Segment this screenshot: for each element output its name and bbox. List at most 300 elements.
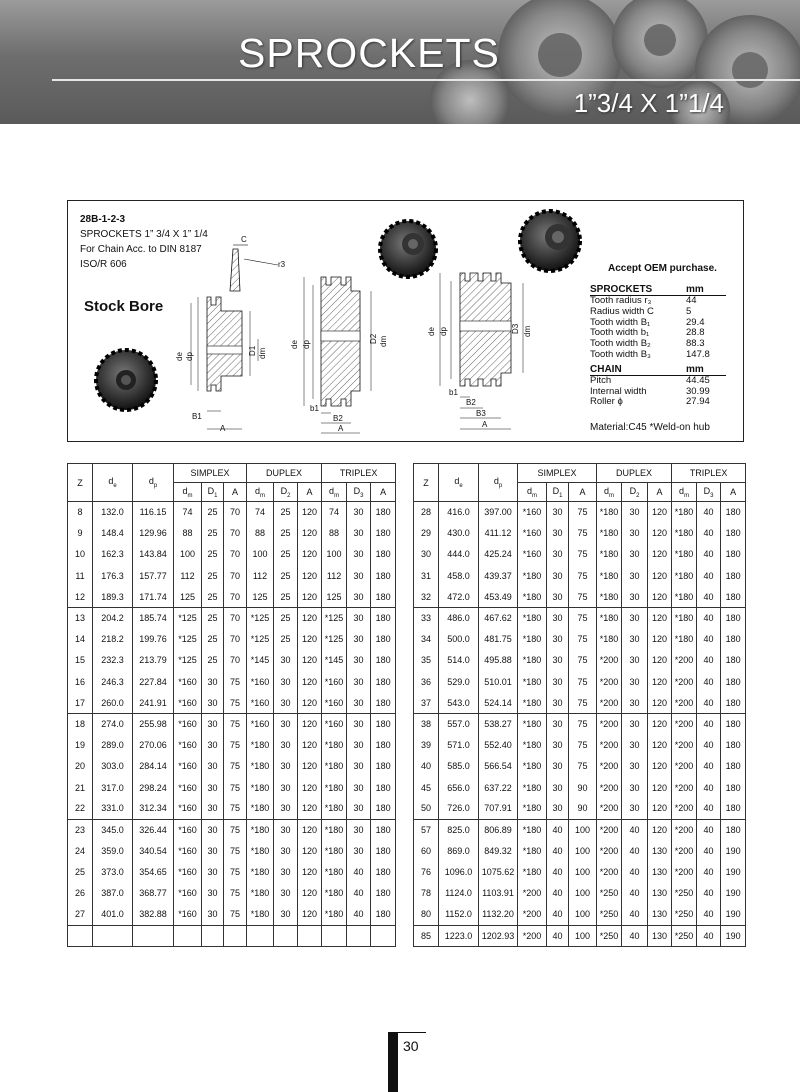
- table-cell: 354.65: [133, 862, 174, 883]
- table-cell: 40: [547, 904, 569, 925]
- table-cell: *180: [518, 713, 547, 734]
- table-cell: 24: [68, 841, 93, 862]
- label-d3: D3: [511, 323, 520, 334]
- table-cell: 190: [721, 883, 746, 904]
- table-cell: 345.0: [93, 819, 133, 840]
- table-cell: 30: [547, 650, 569, 671]
- table-row: [414, 523, 746, 544]
- table-cell: *180: [322, 756, 347, 777]
- table-cell: 75: [224, 692, 247, 713]
- table-row: [414, 607, 746, 628]
- col-d1: $D_1$: [547, 483, 569, 502]
- table-cell: 298.24: [133, 777, 174, 798]
- table-cell: 33: [414, 607, 439, 628]
- label-b2: B2: [333, 414, 343, 423]
- table-cell: *160: [174, 735, 202, 756]
- label-dp-1: dp: [185, 352, 194, 361]
- table-cell: 130: [648, 883, 672, 904]
- col-dm: $d_m$: [518, 483, 547, 502]
- prop-row: Tooth width B₁ 29.4: [590, 316, 705, 328]
- table-cell: *180: [247, 798, 274, 819]
- table-cell: 130: [648, 925, 672, 946]
- table-cell: 180: [721, 692, 746, 713]
- label-a-2: A: [338, 424, 344, 433]
- table-cell: *160: [174, 692, 202, 713]
- table-row: [414, 925, 746, 946]
- table-cell: 70: [224, 502, 247, 523]
- table-cell: 30: [347, 607, 371, 628]
- label-de-3: de: [427, 327, 436, 336]
- table-cell: 40: [697, 671, 721, 692]
- table-cell: 120: [648, 777, 672, 798]
- table-cell: *125: [322, 629, 347, 650]
- table-cell: 495.88: [479, 650, 518, 671]
- table-cell: *125: [247, 607, 274, 628]
- table-cell: 180: [371, 544, 396, 565]
- table-cell: 88: [322, 523, 347, 544]
- table-cell: *160: [174, 671, 202, 692]
- table-cell: 40: [622, 862, 648, 883]
- table-cell: 30: [622, 756, 648, 777]
- table-cell: 510.01: [479, 671, 518, 692]
- table-cell: 30: [202, 713, 224, 734]
- table-cell: 90: [569, 777, 597, 798]
- table-cell: *200: [672, 735, 697, 756]
- table-cell: *180: [597, 565, 622, 586]
- col-z: Z: [414, 464, 439, 502]
- col-dm: $d_m$: [597, 483, 622, 502]
- table-cell: 120: [648, 756, 672, 777]
- table-cell: 30: [622, 735, 648, 756]
- table-row: [414, 713, 746, 734]
- table-cell: 75: [569, 502, 597, 523]
- table-cell: 30: [202, 798, 224, 819]
- table-cell: 70: [224, 544, 247, 565]
- col-dp: $d_p$: [133, 464, 174, 502]
- table-cell: 40: [622, 883, 648, 904]
- table-cell: 30: [547, 777, 569, 798]
- table-cell: 543.0: [439, 692, 479, 713]
- table-cell: 232.3: [93, 650, 133, 671]
- table-cell: 246.3: [93, 671, 133, 692]
- table-cell: 180: [371, 650, 396, 671]
- table-cell: 70: [224, 629, 247, 650]
- table-cell: 120: [298, 523, 322, 544]
- label-a-1: A: [220, 424, 226, 433]
- table-row: [68, 650, 396, 671]
- table-cell: 85: [414, 925, 439, 946]
- table-cell: 39: [414, 735, 439, 756]
- table-cell: 180: [721, 650, 746, 671]
- table-cell: *180: [247, 777, 274, 798]
- table-cell: 30: [202, 904, 224, 925]
- table-cell: *160: [518, 544, 547, 565]
- table-row: [414, 565, 746, 586]
- table-cell: 30: [274, 883, 298, 904]
- table-cell: 40: [697, 798, 721, 819]
- table-cell: 270.06: [133, 735, 174, 756]
- table-cell: 120: [298, 502, 322, 523]
- table-cell: *200: [672, 862, 697, 883]
- table-cell: *160: [247, 692, 274, 713]
- col-simplex: SIMPLEX: [518, 464, 597, 483]
- table-cell: *180: [518, 756, 547, 777]
- table-row: [414, 883, 746, 904]
- triplex-section-diagram: [440, 273, 523, 429]
- table-cell: 30: [547, 629, 569, 650]
- table-row: [414, 819, 746, 840]
- table-cell: 1223.0: [439, 925, 479, 946]
- page-number-bar: [388, 1032, 398, 1092]
- table-cell: 75: [224, 841, 247, 862]
- table-cell: 30: [547, 735, 569, 756]
- chain-props-header: CHAIN mm: [590, 363, 726, 376]
- table-cell: 120: [298, 629, 322, 650]
- col-a: A: [371, 483, 396, 502]
- table-cell: 30: [347, 502, 371, 523]
- col-simplex: SIMPLEX: [174, 464, 247, 483]
- table-cell: *180: [672, 565, 697, 586]
- table-cell: *180: [518, 671, 547, 692]
- table-cell: 120: [648, 798, 672, 819]
- table-cell: 30: [547, 502, 569, 523]
- table-cell: 566.54: [479, 756, 518, 777]
- label-b1-small-3: b1: [449, 388, 458, 397]
- table-cell: *160: [174, 819, 202, 840]
- table-cell: [322, 925, 347, 946]
- table-cell: 75: [569, 629, 597, 650]
- table-cell: [347, 925, 371, 946]
- table-cell: 30: [547, 713, 569, 734]
- table-cell: 180: [721, 713, 746, 734]
- table-cell: 213.79: [133, 650, 174, 671]
- table-cell: 88: [247, 523, 274, 544]
- table-cell: 120: [648, 629, 672, 650]
- spec-line-1: SPROCKETS 1” 3/4 X 1” 1/4: [80, 229, 208, 240]
- label-b3: B3: [476, 409, 486, 418]
- table-cell: 70: [224, 607, 247, 628]
- table-cell: 75: [569, 586, 597, 607]
- table-cell: 274.0: [93, 713, 133, 734]
- table-cell: 40: [697, 565, 721, 586]
- table-cell: 120: [298, 671, 322, 692]
- table-row: [414, 650, 746, 671]
- table-cell: 40: [697, 925, 721, 946]
- table-cell: 30: [202, 862, 224, 883]
- table-cell: [371, 925, 396, 946]
- table-cell: 143.84: [133, 544, 174, 565]
- table-cell: *180: [322, 904, 347, 925]
- table-cell: *160: [174, 798, 202, 819]
- table-cell: 116.15: [133, 502, 174, 523]
- table-cell: 430.0: [439, 523, 479, 544]
- table-cell: 120: [298, 607, 322, 628]
- table-cell: 284.14: [133, 756, 174, 777]
- table-cell: 30: [622, 798, 648, 819]
- table-cell: 571.0: [439, 735, 479, 756]
- table-cell: 180: [371, 586, 396, 607]
- table-cell: 30: [202, 841, 224, 862]
- table-cell: 30: [347, 650, 371, 671]
- table-cell: *145: [247, 650, 274, 671]
- table-cell: *180: [518, 586, 547, 607]
- table-cell: 255.98: [133, 713, 174, 734]
- table-cell: 180: [721, 523, 746, 544]
- table-cell: 486.0: [439, 607, 479, 628]
- table-cell: 190: [721, 925, 746, 946]
- table-cell: 90: [569, 798, 597, 819]
- table-cell: 30: [202, 692, 224, 713]
- table-cell: 35: [414, 650, 439, 671]
- table-cell: 120: [648, 502, 672, 523]
- table-cell: *200: [597, 819, 622, 840]
- table-row: [68, 565, 396, 586]
- table-row: [414, 756, 746, 777]
- table-cell: 30: [274, 841, 298, 862]
- label-d2: D2: [369, 333, 378, 344]
- table-cell: *180: [322, 798, 347, 819]
- table-cell: 397.00: [479, 502, 518, 523]
- table-row: [68, 798, 396, 819]
- table-cell: *250: [597, 904, 622, 925]
- col-d3: $D_3$: [697, 483, 721, 502]
- table-cell: 19: [68, 735, 93, 756]
- table-cell: *180: [597, 607, 622, 628]
- table-cell: 100: [569, 904, 597, 925]
- table-cell: 10: [68, 544, 93, 565]
- table-cell: 204.2: [93, 607, 133, 628]
- table-cell: *180: [322, 883, 347, 904]
- table-row: [68, 607, 396, 628]
- table-cell: 30: [414, 544, 439, 565]
- table-cell: 176.3: [93, 565, 133, 586]
- dimension-table-left: [67, 463, 396, 947]
- table-cell: 180: [371, 607, 396, 628]
- table-cell: 78: [414, 883, 439, 904]
- table-cell: 125: [174, 586, 202, 607]
- table-row: [68, 502, 396, 523]
- table-cell: 162.3: [93, 544, 133, 565]
- page-title: SPROCKETS: [238, 30, 500, 76]
- table-cell: 30: [622, 629, 648, 650]
- table-cell: 120: [298, 692, 322, 713]
- table-cell: 120: [298, 544, 322, 565]
- stock-bore-label: Stock Bore: [84, 298, 164, 315]
- table-cell: 100: [322, 544, 347, 565]
- table-cell: 25: [68, 862, 93, 883]
- table-cell: 40: [697, 841, 721, 862]
- simplex-sprocket-photo: [96, 350, 156, 410]
- col-dm: $d_m$: [174, 483, 202, 502]
- table-row: [414, 798, 746, 819]
- table-row: [414, 841, 746, 862]
- table-cell: 125: [322, 586, 347, 607]
- table-cell: *180: [247, 862, 274, 883]
- table-cell: *180: [518, 629, 547, 650]
- table-cell: *200: [672, 756, 697, 777]
- col-d2: $D_2$: [274, 483, 298, 502]
- table-cell: 40: [622, 904, 648, 925]
- label-a-3: A: [482, 420, 488, 429]
- table-cell: *125: [174, 629, 202, 650]
- table-cell: 869.0: [439, 841, 479, 862]
- table-cell: *200: [672, 650, 697, 671]
- table-cell: 25: [202, 629, 224, 650]
- table-cell: 331.0: [93, 798, 133, 819]
- table-cell: 425.24: [479, 544, 518, 565]
- table-cell: *160: [322, 692, 347, 713]
- table-cell: 129.96: [133, 523, 174, 544]
- table-cell: 458.0: [439, 565, 479, 586]
- table-cell: 9: [68, 523, 93, 544]
- table-cell: [93, 925, 133, 946]
- table-cell: 36: [414, 671, 439, 692]
- table-cell: 312.34: [133, 798, 174, 819]
- table-cell: 1103.91: [479, 883, 518, 904]
- table-cell: 30: [202, 819, 224, 840]
- table-cell: 806.89: [479, 819, 518, 840]
- spec-code: 28B-1-2-3: [80, 214, 126, 225]
- table-cell: *180: [597, 523, 622, 544]
- table-cell: *250: [597, 925, 622, 946]
- table-row: [414, 629, 746, 650]
- table-cell: 30: [622, 523, 648, 544]
- table-cell: 557.0: [439, 713, 479, 734]
- table-cell: 40: [347, 904, 371, 925]
- table-cell: 180: [371, 565, 396, 586]
- table-cell: 31: [414, 565, 439, 586]
- table-cell: 30: [622, 502, 648, 523]
- table-cell: 382.88: [133, 904, 174, 925]
- table-cell: 40: [697, 523, 721, 544]
- table-cell: *200: [518, 904, 547, 925]
- table-cell: 30: [547, 671, 569, 692]
- table-cell: 180: [721, 586, 746, 607]
- table-cell: 75: [224, 883, 247, 904]
- table-row: [414, 671, 746, 692]
- table-row: [414, 862, 746, 883]
- table-cell: *200: [518, 925, 547, 946]
- table-cell: 189.3: [93, 586, 133, 607]
- table-cell: 1202.93: [479, 925, 518, 946]
- table-cell: 40: [697, 586, 721, 607]
- table-cell: *125: [322, 607, 347, 628]
- table-cell: *180: [672, 523, 697, 544]
- table-cell: 75: [569, 756, 597, 777]
- label-dm-1: dm: [258, 347, 267, 359]
- prop-row: Tooth width b₁ 28.8: [590, 327, 705, 339]
- table-cell: 32: [414, 586, 439, 607]
- table-cell: 27: [68, 904, 93, 925]
- table-cell: 13: [68, 607, 93, 628]
- table-cell: 120: [648, 713, 672, 734]
- table-cell: 40: [697, 735, 721, 756]
- table-cell: 30: [274, 819, 298, 840]
- table-cell: 57: [414, 819, 439, 840]
- table-cell: 40: [347, 862, 371, 883]
- table-cell: 514.0: [439, 650, 479, 671]
- label-r3: r3: [278, 260, 286, 269]
- table-cell: *250: [597, 883, 622, 904]
- table-cell: 368.77: [133, 883, 174, 904]
- table-cell: 40: [547, 925, 569, 946]
- table-cell: *180: [247, 819, 274, 840]
- table-cell: 120: [298, 883, 322, 904]
- table-cell: [274, 925, 298, 946]
- table-cell: 40: [697, 692, 721, 713]
- table-cell: 40: [697, 862, 721, 883]
- table-row: [68, 692, 396, 713]
- table-cell: *160: [174, 862, 202, 883]
- table-cell: 416.0: [439, 502, 479, 523]
- table-row: [68, 904, 396, 925]
- table-cell: 130: [648, 904, 672, 925]
- table-cell: 1124.0: [439, 883, 479, 904]
- table-cell: *160: [174, 841, 202, 862]
- table-row: [68, 819, 396, 840]
- table-cell: 411.12: [479, 523, 518, 544]
- table-cell: 112: [174, 565, 202, 586]
- table-cell: 100: [569, 862, 597, 883]
- table-cell: 30: [622, 777, 648, 798]
- table-cell: 30: [347, 523, 371, 544]
- table-cell: 180: [721, 735, 746, 756]
- table-cell: 112: [247, 565, 274, 586]
- table-cell: *180: [518, 862, 547, 883]
- table-cell: 70: [224, 650, 247, 671]
- table-cell: 88: [174, 523, 202, 544]
- table-row: [68, 925, 396, 946]
- table-cell: [68, 925, 93, 946]
- table-cell: 30: [274, 713, 298, 734]
- table-cell: 30: [547, 544, 569, 565]
- table-cell: 17: [68, 692, 93, 713]
- table-cell: 30: [347, 629, 371, 650]
- table-cell: 29: [414, 523, 439, 544]
- table-cell: 75: [224, 904, 247, 925]
- label-dm-3: dm: [523, 325, 532, 337]
- table-cell: [224, 925, 247, 946]
- table-cell: 30: [622, 650, 648, 671]
- table-cell: *160: [247, 671, 274, 692]
- tooth-profile-diagram: [230, 245, 278, 291]
- table-cell: 70: [224, 523, 247, 544]
- table-row: [414, 735, 746, 756]
- table-cell: 125: [247, 586, 274, 607]
- table-cell: 26: [68, 883, 93, 904]
- table-cell: 373.0: [93, 862, 133, 883]
- label-dm-2: dm: [379, 335, 388, 347]
- table-cell: *160: [322, 713, 347, 734]
- table-cell: *180: [597, 502, 622, 523]
- col-de: $d_e$: [93, 464, 133, 502]
- table-cell: *180: [322, 819, 347, 840]
- table-row: [68, 544, 396, 565]
- table-cell: 40: [697, 544, 721, 565]
- table-row: [414, 544, 746, 565]
- table-cell: 22: [68, 798, 93, 819]
- table-cell: 180: [371, 502, 396, 523]
- table-cell: 75: [569, 713, 597, 734]
- table-cell: 75: [569, 692, 597, 713]
- table-cell: 40: [547, 883, 569, 904]
- table-cell: 25: [202, 544, 224, 565]
- table-cell: 30: [274, 735, 298, 756]
- table-cell: *250: [672, 883, 697, 904]
- table-cell: 303.0: [93, 756, 133, 777]
- table-cell: 538.27: [479, 713, 518, 734]
- table-cell: 190: [721, 841, 746, 862]
